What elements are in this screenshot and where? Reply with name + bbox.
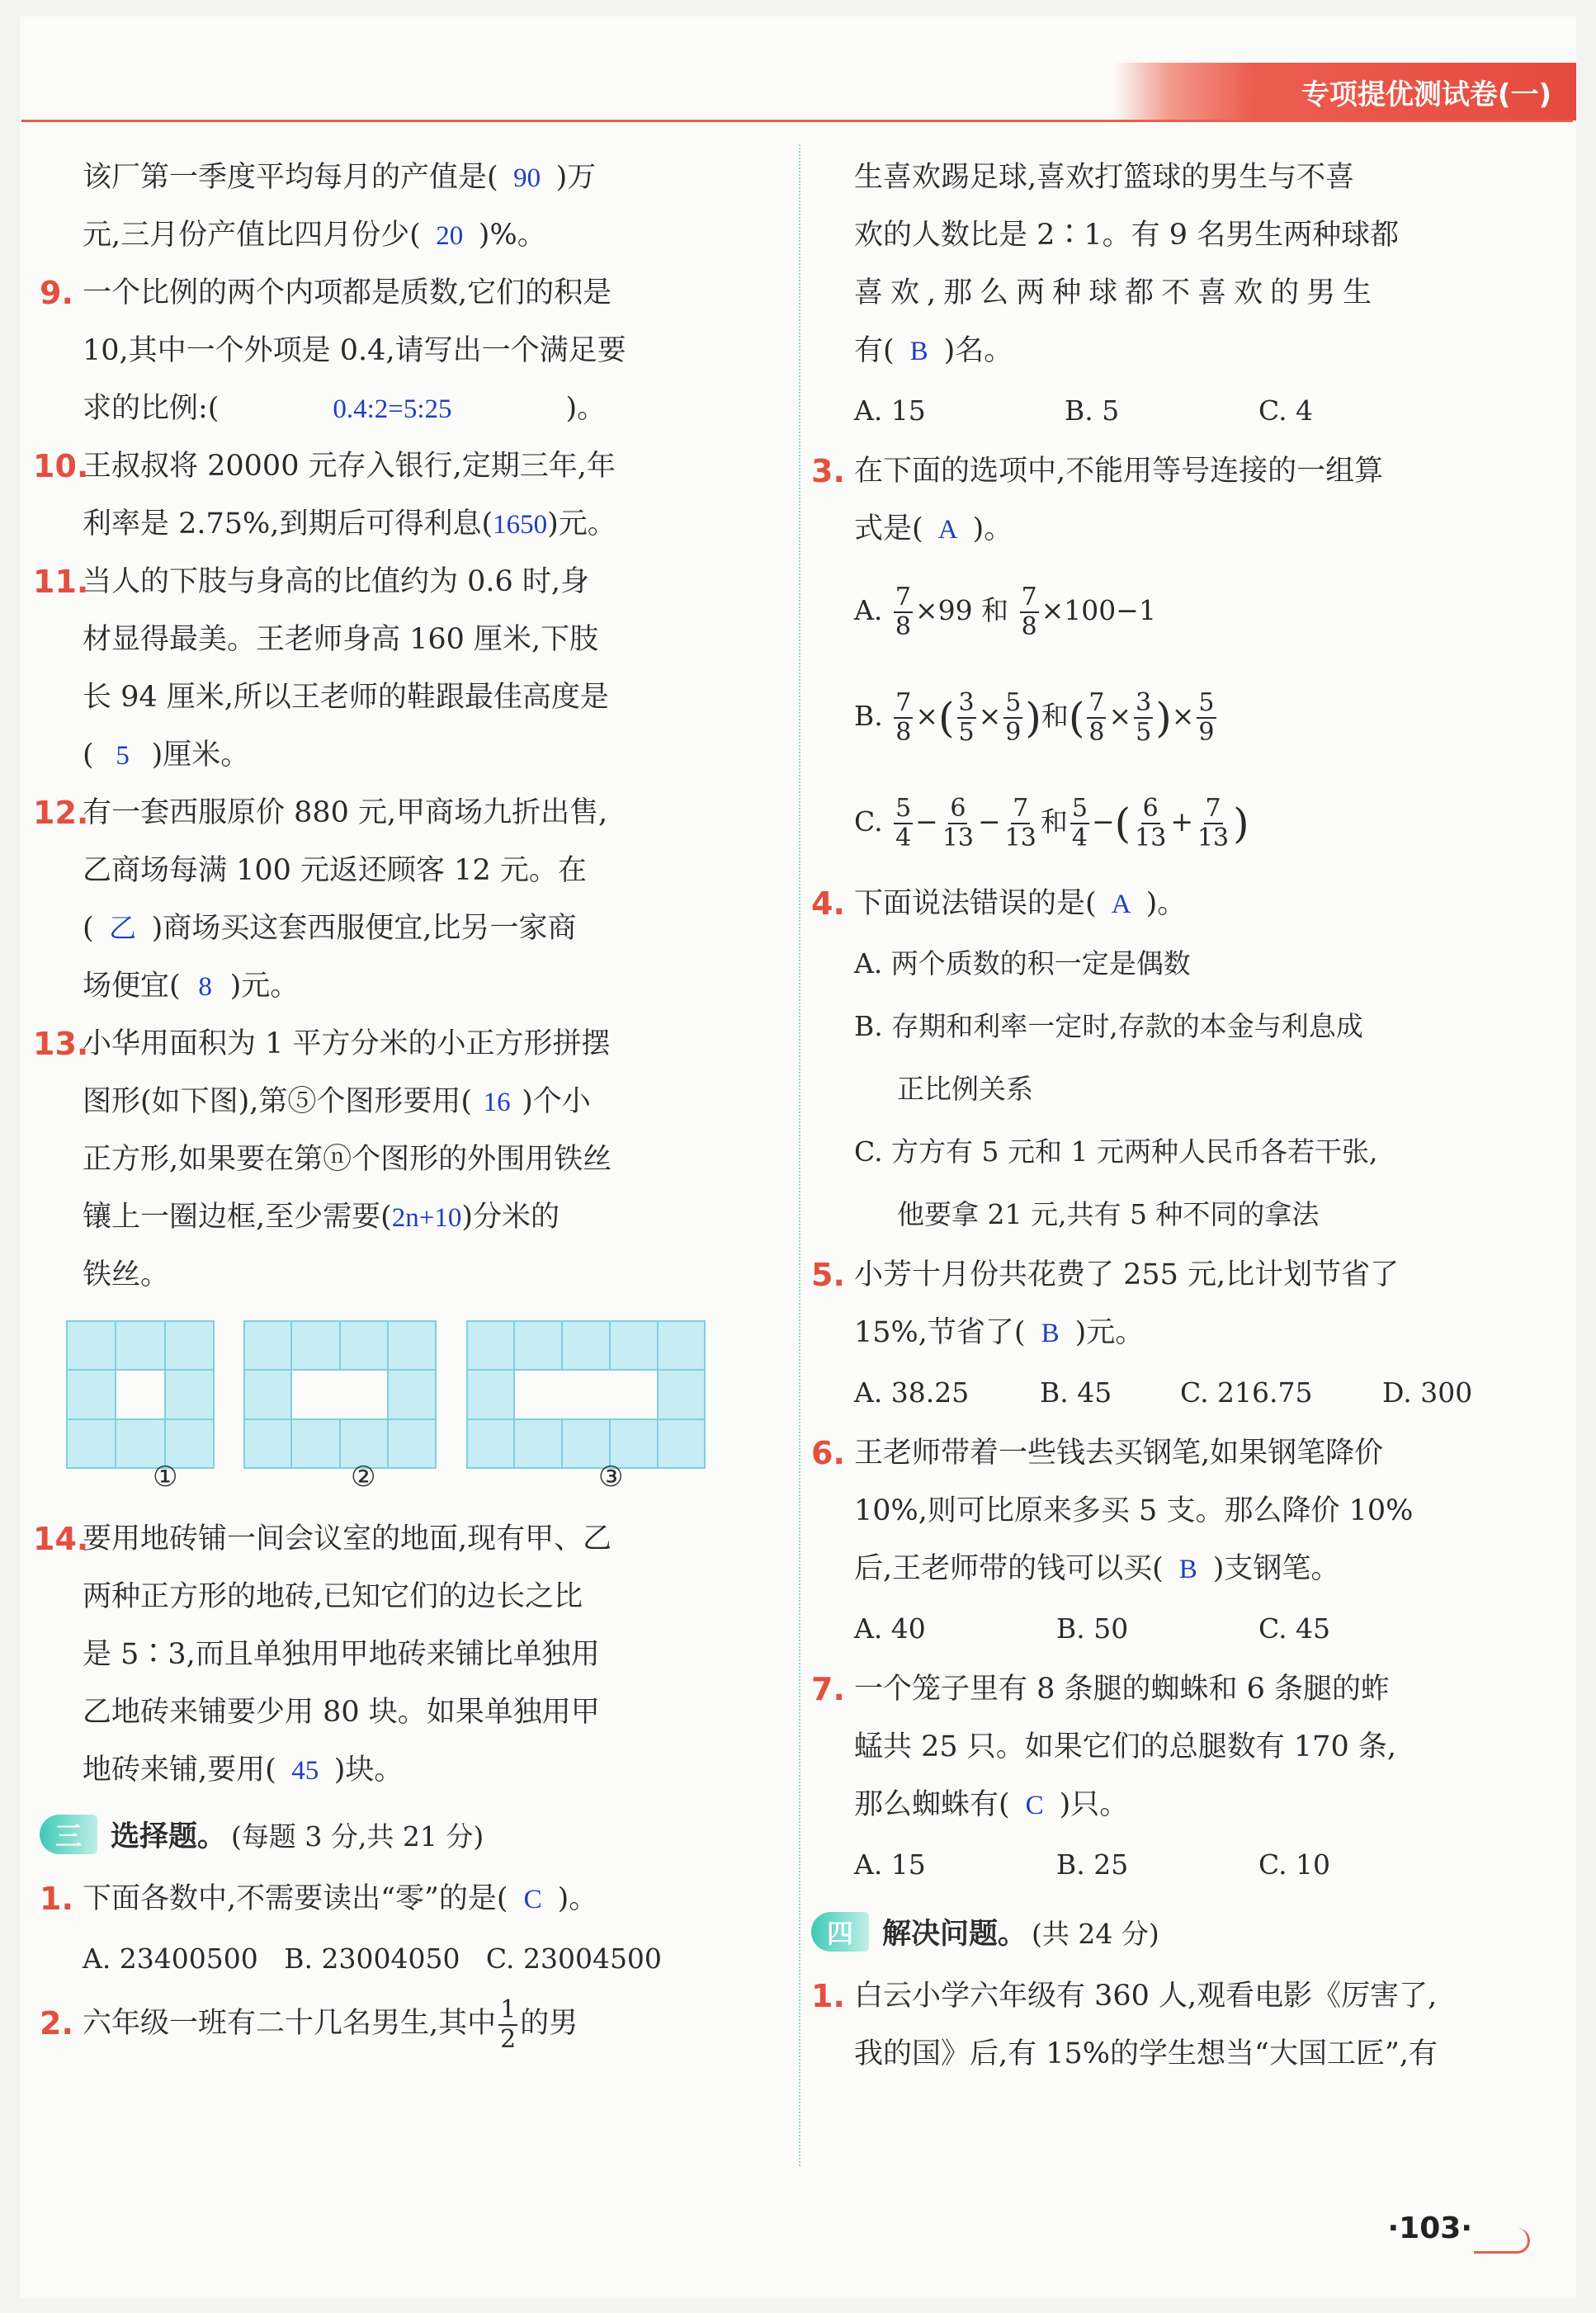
answer-c3: A [937, 515, 958, 545]
c3-option-a: A. $\frac{7}{8}$ ×99 和 $\frac{7}{8}$ ×100−1 [854, 583, 1156, 641]
c5-number: 5. [811, 1257, 845, 1293]
c1-options: A. 23400500 B. 23004050 C. 23004500 [83, 1942, 662, 1975]
page-number: ·103· [1387, 2212, 1472, 2245]
c3-line2: 式是( A )。 [854, 500, 1481, 558]
q13-line5: 铁丝。 [83, 1258, 170, 1291]
section-3-header [54, 1806, 751, 1863]
c4-option-c1: C. 方方有 5 元和 1 元两种人民币各若干张, [854, 1135, 1378, 1168]
s1-line2: 我的国》后,有 15%的学生想当“大国工匠”,有 [854, 2037, 1438, 2070]
c6-options: A. 40 B. 50 C. 45 [854, 1612, 1331, 1645]
c3-number: 3. [811, 453, 845, 489]
answer-q12b: 8 [198, 972, 212, 1002]
answer-q8b: 20 [436, 221, 464, 251]
answer-c6: B [1178, 1555, 1197, 1584]
q9-line1: 9. 一个比例的两个内项都是质数,它们的积是 [83, 264, 751, 322]
answer-c4: A [1111, 890, 1131, 919]
c2-line4: 喜欢,那么两种球都不喜欢的男生 [854, 276, 1380, 309]
c4-line1: 4. 下面说法错误的是( A )。 [854, 875, 1481, 932]
q10-line2: 利率是 2.75%,到期后可得利息(1650)元。 [83, 495, 751, 553]
c3-option-b: B. $\frac{7}{8}$ ×( $\frac{3}{5}$ × $\frac{5}{9}$ )和( $\frac{7}{8}$ × $\frac{3}{5}$ )× $\frac{5}{9}$ [854, 688, 1215, 747]
c4-number: 4. [811, 885, 845, 922]
section-3-note: (每题 3 分,共 21 分) [231, 1820, 484, 1853]
q8-continuation-line1: 该厂第一季度平均每月的产值是( 90 )万 [83, 149, 751, 206]
c2-number: 2. [40, 2005, 73, 2042]
q8-continuation-line2: 元,三月份产值比四月份少( 20 )%。 [83, 206, 751, 264]
answer-c7: C [1025, 1791, 1044, 1820]
q9-number: 9. [40, 275, 73, 311]
q13-line1: 13. 小华用面积为 1 平方分米的小正方形拼摆 [83, 1015, 751, 1073]
c2-line5: 有( B )名。 [854, 322, 1481, 380]
c4-option-b1: B. 存期和利率一定时,存款的本金与利息成 [854, 1010, 1363, 1042]
c4-option-c2: 他要拿 21 元,共有 5 种不同的拿法 [897, 1198, 1320, 1230]
q11-line4: ( 5 )厘米。 [83, 726, 751, 784]
q9-line2: 10,其中一个外项是 0.4,请写出一个满足要 [83, 334, 626, 367]
q13-number: 13. [33, 1026, 89, 1062]
c4-option-b2: 正比例关系 [897, 1073, 1033, 1105]
left-column [33, 149, 751, 2056]
q13-figures [83, 1304, 751, 1510]
c2-line3: 欢的人数比是 2∶1。有 9 名男生两种球都 [854, 219, 1400, 252]
answer-q11: 5 [116, 741, 130, 771]
c6-line2: 10%,则可比原来多买 5 支。那么降价 10% [854, 1494, 1414, 1527]
c3-line1: 3. 在下面的选项中,不能用等号连接的一组算 [854, 442, 1481, 500]
c2-line1: 2. 六年级一班有二十几名男生,其中 $\frac{1}{2}$ 的男 [83, 1990, 751, 2056]
answer-c2: B [909, 337, 928, 366]
q9-line3: 求的比例:( 0.4:2=5:25 )。 [83, 380, 751, 437]
q14-line3: 是 5∶3,而且单独用甲地砖来铺比单独用 [83, 1638, 600, 1671]
figure-2 [243, 1320, 437, 1469]
q12-line4: 场便宜( 8 )元。 [83, 957, 751, 1015]
q11-line1: 11. 当人的下肢与身高的比值约为 0.6 时,身 [83, 553, 751, 611]
q12-line2: 乙商场每满 100 元返还顾客 12 元。在 [83, 854, 587, 887]
answer-q14: 45 [291, 1756, 319, 1786]
answer-c5: B [1041, 1319, 1060, 1348]
q14-line5: 地砖来铺,要用( 45 )块。 [83, 1741, 751, 1799]
q11-line3: 长 94 厘米,所以王老师的鞋跟最佳高度是 [83, 681, 609, 714]
c4-option-a: A. 两个质数的积一定是偶数 [854, 947, 1191, 979]
section-4-note: (共 24 分) [1032, 1917, 1159, 1950]
q13-line2: 图形(如下图),第⑤个图形要用( 16 )个小 [83, 1073, 751, 1131]
q14-number: 14. [33, 1521, 89, 1557]
q10-number: 10. [33, 448, 89, 484]
q10-line1: 10. 王叔叔将 20000 元存入银行,定期三年,年 [83, 437, 751, 495]
right-column [811, 149, 1481, 2083]
q12-line3: ( 乙 )商场买这套西服便宜,比另一家商 [83, 899, 751, 957]
section-4-header [826, 1903, 1481, 1961]
c1-number: 1. [40, 1881, 73, 1917]
q14-line1: 14. 要用地砖铺一间会议室的地面,现有甲、乙 [83, 1510, 751, 1568]
answer-q9: 0.4:2=5:25 [333, 394, 452, 424]
c1-line1: 1. 下面各数中,不需要读出“零”的是( C )。 [83, 1870, 751, 1928]
c7-line2: 蜢共 25 只。如果它们的总腿数有 170 条, [854, 1730, 1396, 1763]
s1-line1: 1. 白云小学六年级有 360 人,观看电影《厉害了, [854, 1967, 1481, 2025]
c7-line1: 7. 一个笼子里有 8 条腿的蜘蛛和 6 条腿的蚱 [854, 1660, 1481, 1718]
answer-q12a: 乙 [109, 914, 137, 944]
c2-options: A. 15 B. 5 C. 4 [854, 394, 1314, 427]
q13-line4: 镶上一圈边框,至少需要(2n+10)分米的 [83, 1188, 751, 1246]
c5-options: A. 38.25 B. 45 C. 216.75 D. 300 [854, 1376, 1473, 1409]
c6-line1: 6. 王老师带着一些钱去买钢笔,如果钢笔降价 [854, 1424, 1481, 1482]
q12-number: 12. [33, 795, 89, 831]
section-3-title: 选择题。 [111, 1820, 227, 1853]
header-title: 专项提优测试卷(一) [1114, 63, 1576, 120]
q14-line2: 两种正方形的地砖,已知它们的边长之比 [83, 1580, 583, 1613]
page-number-decoration [1474, 2228, 1530, 2254]
c5-line2: 15%,节省了( B )元。 [854, 1304, 1481, 1362]
s1-number: 1. [811, 1978, 845, 2014]
c6-line3: 后,王老师带的钱可以买( B )支钢笔。 [854, 1540, 1481, 1598]
figure-label-1: ① [153, 1461, 178, 1494]
header-rule [21, 120, 1573, 122]
answer-c1: C [523, 1885, 542, 1914]
c2-fraction: $\frac{1}{2}$ [500, 1994, 517, 2054]
c6-number: 6. [811, 1435, 845, 1471]
q11-line2: 材显得最美。王老师身高 160 厘米,下肢 [83, 623, 599, 656]
answer-q13a: 16 [483, 1088, 511, 1117]
answer-q10: 1650 [493, 510, 548, 540]
q12-line1: 12. 有一套西服原价 880 元,甲商场九折出售, [83, 784, 751, 842]
c3-option-c: C. $\frac{5}{4}$ − $\frac{6}{13}$ − $\frac{7}{13}$ 和 $\frac{5}{4}$ −( $\frac{6}{13}$ + $\frac{7}{13}$ ) [854, 794, 1249, 852]
section-4-title: 解决问题。 [882, 1918, 1027, 1951]
answer-q13b: 2n+10 [391, 1203, 462, 1233]
c2-line2: 生喜欢踢足球,喜欢打篮球的男生与不喜 [854, 161, 1355, 194]
c5-line1: 5. 小芳十月份共花费了 255 元,比计划节省了 [854, 1246, 1481, 1304]
column-divider [799, 144, 800, 2166]
c7-line3: 那么蜘蛛有( C )只。 [854, 1776, 1481, 1834]
q14-line4: 乙地砖来铺要少用 80 块。如果单独用甲 [83, 1696, 600, 1729]
answer-q8a: 90 [513, 163, 541, 193]
section-4-badge: 四 [811, 1912, 869, 1952]
figure-label-3: ③ [598, 1461, 624, 1494]
figure-label-2: ② [351, 1461, 376, 1494]
q11-number: 11. [33, 564, 89, 600]
c7-options: A. 15 B. 25 C. 10 [854, 1848, 1331, 1881]
figure-1 [66, 1320, 215, 1469]
q13-line3: 正方形,如果要在第ⓝ个图形的外围用铁丝 [83, 1143, 612, 1176]
figure-3 [466, 1320, 706, 1469]
c7-number: 7. [811, 1671, 845, 1707]
section-3-badge: 三 [40, 1815, 97, 1854]
